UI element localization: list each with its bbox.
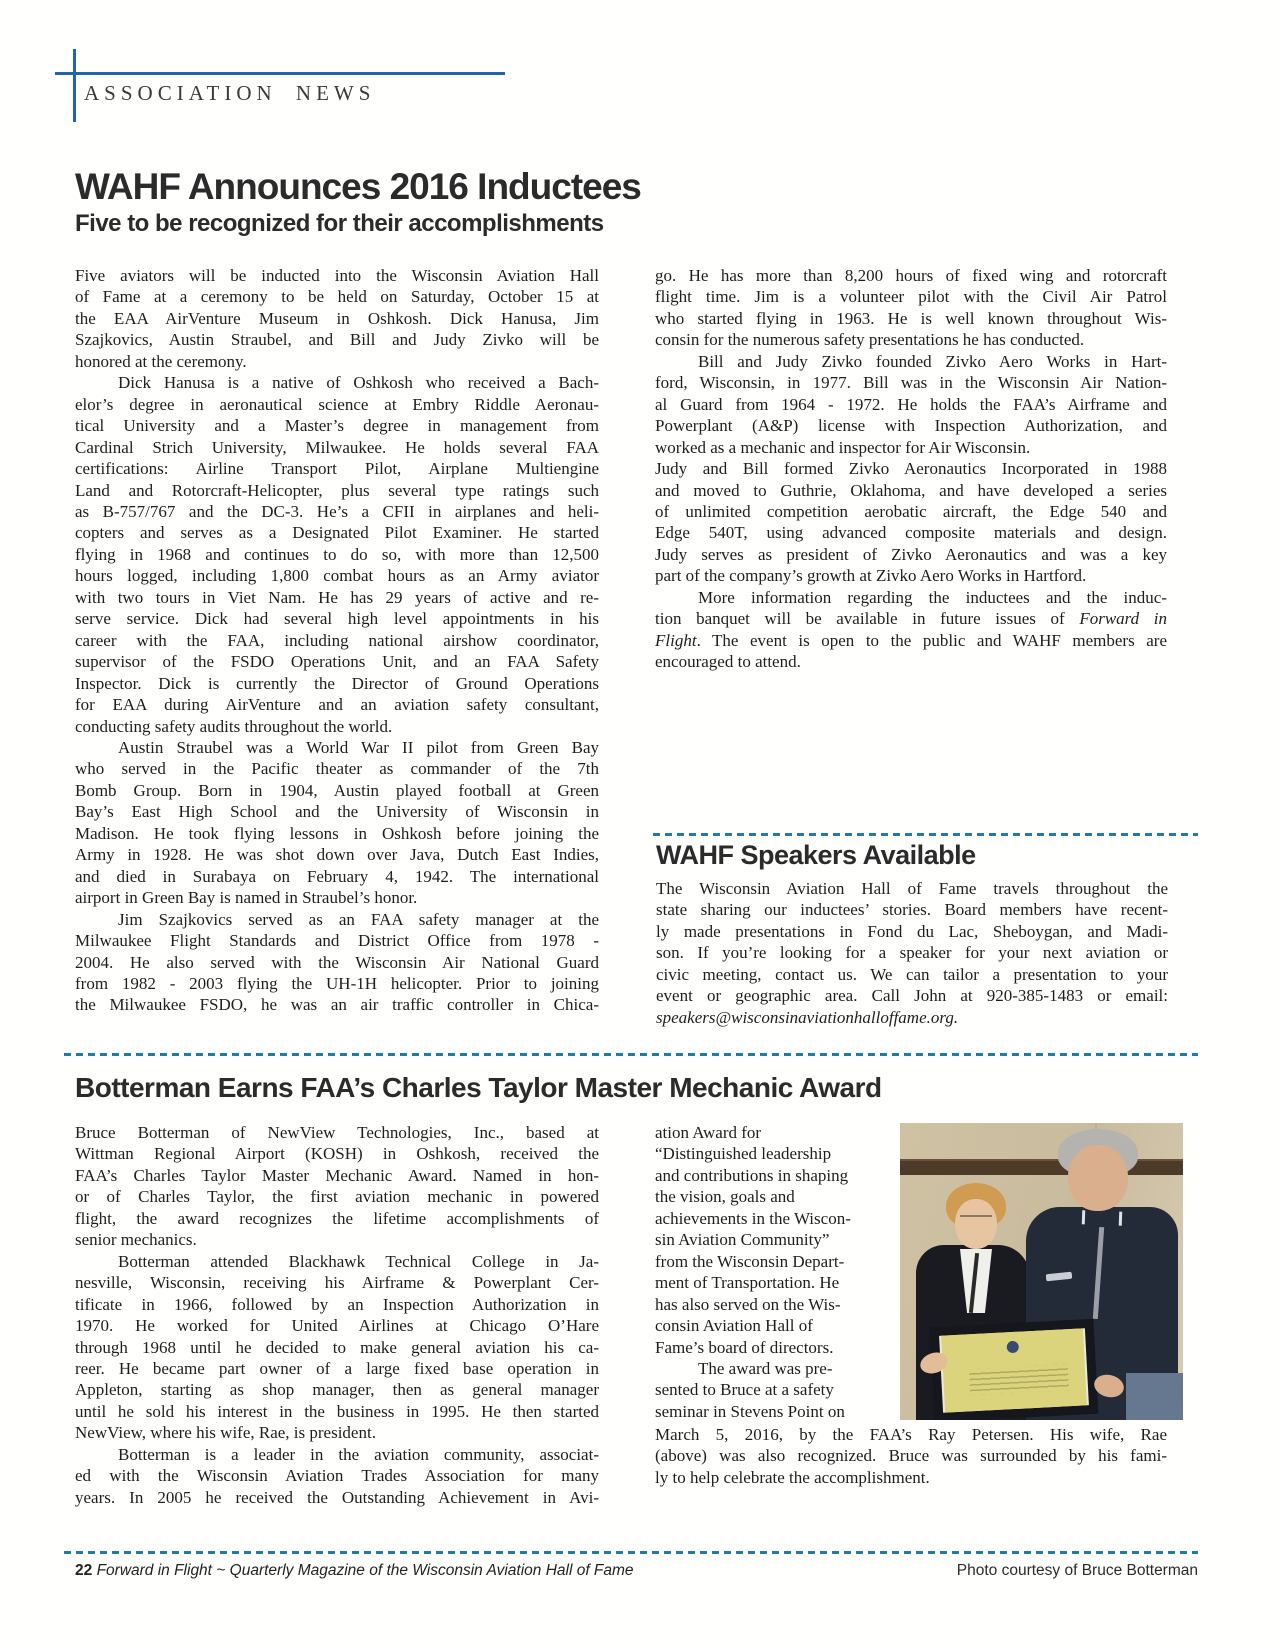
article2-title: Botterman Earns FAA’s Charles Taylor Master Mechanic Award <box>75 1072 882 1103</box>
text-line: from 1982 - 2003 flying the UH-1H helicopter. Prior to joining <box>75 973 599 993</box>
text-line: go. He has more than 8,200 hours of fixed wing and rotorcraft <box>655 266 1167 285</box>
text-line: Edge 540T, using advanced composite materials and design. <box>655 523 1167 543</box>
text-line: and moved to Guthrie, Oklahoma, and have developed a series <box>655 480 1167 500</box>
text-line: from the Wisconsin Depart- <box>655 1251 845 1271</box>
text-line: Judy and Bill formed Zivko Aeronautics Incorporated in 1988 <box>655 459 1167 479</box>
article2-column-2-narrow <box>655 1122 887 1422</box>
article2-column-2-wide <box>655 1424 1167 1488</box>
text-line: 1970. He worked for United Airlines at Chicago O’Hare <box>75 1316 599 1336</box>
text-line: for EAA during AirVenture and an aviation safety consultant, <box>75 695 599 715</box>
photo-jeans <box>1126 1373 1183 1420</box>
article1-column-2 <box>655 265 1167 673</box>
speakers-box-title: WAHF Speakers Available <box>656 840 976 870</box>
photo-wall-rail <box>900 1159 1183 1175</box>
photo-man-face <box>1068 1145 1128 1211</box>
text-line: seminar in Stevens Point on <box>655 1401 845 1421</box>
header-horizontal-rule <box>55 72 505 75</box>
speakers-box-top-rule <box>653 833 1198 836</box>
text-line: Fame’s board of directors. <box>655 1337 834 1357</box>
text-line: NewView, where his wife, Rae, is president. <box>75 1423 376 1443</box>
text-line: Army in 1928. He was shot down over Java, Dutch East Indies, <box>75 845 599 865</box>
text-line: of unlimited competition aerobatic aircraft, the Edge 540 and <box>655 501 1167 521</box>
text-line: until he sold his interest in the business in 1995. He then started <box>75 1401 599 1421</box>
text-line: flight, the award recognizes the lifetime accomplishments of <box>75 1208 599 1228</box>
text-line: ation Award for <box>655 1123 762 1142</box>
text-line: tion banquet will be available in future issues of Forward in <box>655 609 1167 629</box>
text-line: the Milwaukee FSDO, he was an air traffic controller in Chica- <box>75 995 599 1015</box>
text-line: flying in 1968 and continues to do so, with more than 12,500 <box>75 544 599 564</box>
text-line: certifications: Airline Transport Pilot, Airplane Multiengine <box>75 459 599 479</box>
text-line: elor’s degree in aeronautical science at Embry Riddle Aeronau- <box>75 394 599 414</box>
footer-divider-rule <box>64 1551 1198 1554</box>
text-line: Appleton, starting as shop manager, then as general manager <box>75 1380 599 1400</box>
article1-column-1 <box>75 265 599 1016</box>
text-line: Wittman Regional Airport (KOSH) in Oshkosh, received the <box>75 1144 599 1164</box>
text-line: career with the FAA, including national airshow coordinator, <box>75 630 599 650</box>
text-line: Bay’s East High School and the University of Wisconsin in <box>75 802 599 822</box>
text-line: with two tours in Viet Nam. He has 29 years of active and re- <box>75 587 599 607</box>
text-line: Bomb Group. Born in 1904, Austin played football at Green <box>75 780 599 800</box>
article2-column-1 <box>75 1122 599 1508</box>
text-line: the EAA AirVenture Museum in Oshkosh. Dick Hanusa, Jim <box>75 308 599 328</box>
text-line: serve service. Dick had several high level appointments in his <box>75 609 599 629</box>
text-line: tificate in 1966, followed by an Inspection Authorization in <box>75 1294 599 1314</box>
photo-certificate-seal <box>1007 1341 1020 1354</box>
text-line: sin Aviation Community” <box>655 1230 830 1250</box>
text-line: Bill and Judy Zivko founded Zivko Aero Works in Hart- <box>698 351 1167 371</box>
text-line: ford, Wisconsin, in 1977. Bill was in the Wisconsin Air Nation- <box>655 373 1167 393</box>
botterman-award-photo <box>900 1123 1183 1420</box>
text-line: (above) was also recognized. Bruce was surrounded by his fami- <box>655 1446 1167 1466</box>
article1-title: WAHF Announces 2016 Inductees <box>75 166 641 207</box>
text-line: ed with the Wisconsin Aviation Trades Association for many <box>75 1466 599 1486</box>
text-line: Botterman attended Blackhawk Technical College in Ja- <box>118 1251 599 1271</box>
text-line: speakers@wisconsinaviationhalloffame.org. <box>656 1007 959 1027</box>
text-line: the vision, goals and <box>655 1187 795 1207</box>
text-line: Jim Szajkovics served as an FAA safety manager at the <box>118 909 599 929</box>
text-line: or of Charles Taylor, the first aviation mechanic in powered <box>75 1187 599 1207</box>
text-line: achievements in the Wiscon- <box>655 1208 851 1228</box>
section-label: ASSOCIATION NEWS <box>84 81 376 105</box>
text-line: worked as a mechanic and inspector for Air Wisconsin. <box>655 437 1031 457</box>
text-line: March 5, 2016, by the FAA’s Ray Petersen. His wife, Rae <box>655 1425 1167 1444</box>
text-line: Austin Straubel was a World War II pilot from Green Bay <box>118 737 599 757</box>
photo-woman-glasses <box>960 1215 992 1225</box>
footer-magazine-info <box>75 1562 634 1580</box>
text-line: conducting safety audits throughout the world. <box>75 716 393 736</box>
middle-divider-rule <box>64 1053 1198 1056</box>
text-line: and died in Surabaya on February 4, 1942. The international <box>75 866 599 886</box>
text-line: Szajkovics, Austin Straubel, and Bill and Judy Zivko will be <box>75 330 599 350</box>
text-line: through 1968 until he decided to make general aviation his ca- <box>75 1337 599 1357</box>
page-number: 22 <box>75 1562 93 1579</box>
text-line: ly made presentations in Fond du Lac, Sheboygan, and Madi- <box>656 921 1168 941</box>
text-line: “Distinguished leadership <box>655 1144 832 1164</box>
text-line: has also served on the Wis- <box>655 1294 841 1314</box>
photo-certificate-text-lines <box>968 1364 1069 1395</box>
text-line: tical University and a Master’s degree in management from <box>75 416 599 436</box>
text-line: years. In 2005 he received the Outstanding Achievement in Avi- <box>75 1487 599 1507</box>
photo-credit: Photo courtesy of Bruce Botterman <box>956 1562 1198 1579</box>
text-line: and contributions in shaping <box>655 1165 849 1185</box>
photo-man-collar <box>1082 1210 1122 1225</box>
text-line: consin for the numerous safety presentations he has conducted. <box>655 330 1085 350</box>
text-line: Bruce Botterman of NewView Technologies, Inc., based at <box>75 1123 599 1142</box>
text-line: Madison. He took flying lessons in Oshkosh before joining the <box>75 823 599 843</box>
text-line: Five aviators will be inducted into the Wisconsin Aviation Hall <box>75 266 599 285</box>
photo-certificate-paper <box>941 1328 1087 1412</box>
text-line: ly to help celebrate the accomplishment. <box>655 1467 930 1487</box>
text-line: airport in Green Bay is named in Straubel’s honor. <box>75 888 418 908</box>
text-line: part of the company’s growth at Zivko Aero Works in Hartford. <box>655 566 1087 586</box>
text-line: Cardinal Strich University, Milwaukee. He holds several FAA <box>75 437 599 457</box>
text-line: supervisor of the FSDO Operations Unit, and an FAA Safety <box>75 652 599 672</box>
text-line: Land and Rotorcraft-Helicopter, plus several type ratings such <box>75 480 599 500</box>
text-line: Inspector. Dick is currently the Director of Ground Operations <box>75 673 599 693</box>
text-line: of Fame at a ceremony to be held on Saturday, October 15 at <box>75 287 599 307</box>
text-line: Dick Hanusa is a native of Oshkosh who received a Bach- <box>118 373 599 393</box>
text-line: as B-757/767 and the DC-3. He’s a CFII in airplanes and heli- <box>75 501 599 521</box>
article1-subtitle: Five to be recognized for their accomplishments <box>75 210 604 237</box>
text-line: The award was pre- <box>698 1358 833 1378</box>
text-line: sented to Bruce at a safety <box>655 1380 834 1400</box>
text-line: Milwaukee Flight Standards and District Office from 1978 - <box>75 931 599 951</box>
magazine-name-line: Forward in Flight ~ Quarterly Magazine of the Wisconsin Aviation Hall of Fame <box>96 1562 634 1579</box>
text-line: reer. He became part owner of a large fixed base operation in <box>75 1358 599 1378</box>
text-line: Powerplant (A&P) license with Inspection Authorization, and <box>655 416 1167 436</box>
text-line: al Guard from 1964 - 1972. He holds the FAA’s Airframe and <box>655 394 1167 414</box>
text-line: nesville, Wisconsin, receiving his Airframe & Powerplant Cer- <box>75 1273 599 1293</box>
speakers-box-body <box>656 878 1168 1028</box>
text-line: honored at the ceremony. <box>75 351 247 371</box>
text-line: senior mechanics. <box>75 1230 197 1250</box>
text-line: son. If you’re looking for a speaker for your next aviation or <box>656 943 1168 963</box>
text-line: Judy serves as president of Zivko Aeronautics and was a key <box>655 544 1167 564</box>
photo-certificate-frame <box>930 1319 1099 1420</box>
text-line: hours logged, including 1,800 combat hours as an Army aviator <box>75 566 599 586</box>
text-line: consin Aviation Hall of <box>655 1316 813 1336</box>
text-line: who served in the Pacific theater as commander of the 7th <box>75 759 599 779</box>
text-line: 2004. He also served with the Wisconsin Air National Guard <box>75 952 599 972</box>
text-line: civic meeting, contact us. We can tailor a presentation to your <box>656 964 1168 984</box>
header-vertical-rule <box>73 49 76 122</box>
text-line: ment of Transportation. He <box>655 1273 840 1293</box>
text-line: encouraged to attend. <box>655 652 801 672</box>
text-line: Botterman is a leader in the aviation community, associat- <box>118 1444 599 1464</box>
text-line: copters and serves as a Designated Pilot Examiner. He started <box>75 523 599 543</box>
text-line: More information regarding the inductees and the induc- <box>698 587 1167 607</box>
text-line: Flight. The event is open to the public and WAHF members are <box>655 630 1167 650</box>
text-line: state sharing our inductees’ stories. Board members have recent- <box>656 900 1168 920</box>
text-line: event or geographic area. Call John at 920-385-1483 or email: <box>656 986 1168 1006</box>
text-line: flight time. Jim is a volunteer pilot with the Civil Air Patrol <box>655 287 1167 307</box>
text-line: FAA’s Charles Taylor Master Mechanic Award. Named in hon- <box>75 1165 599 1185</box>
text-line: The Wisconsin Aviation Hall of Fame travels throughout the <box>656 879 1168 898</box>
text-line: who started flying in 1963. He is well known throughout Wis- <box>655 308 1167 328</box>
